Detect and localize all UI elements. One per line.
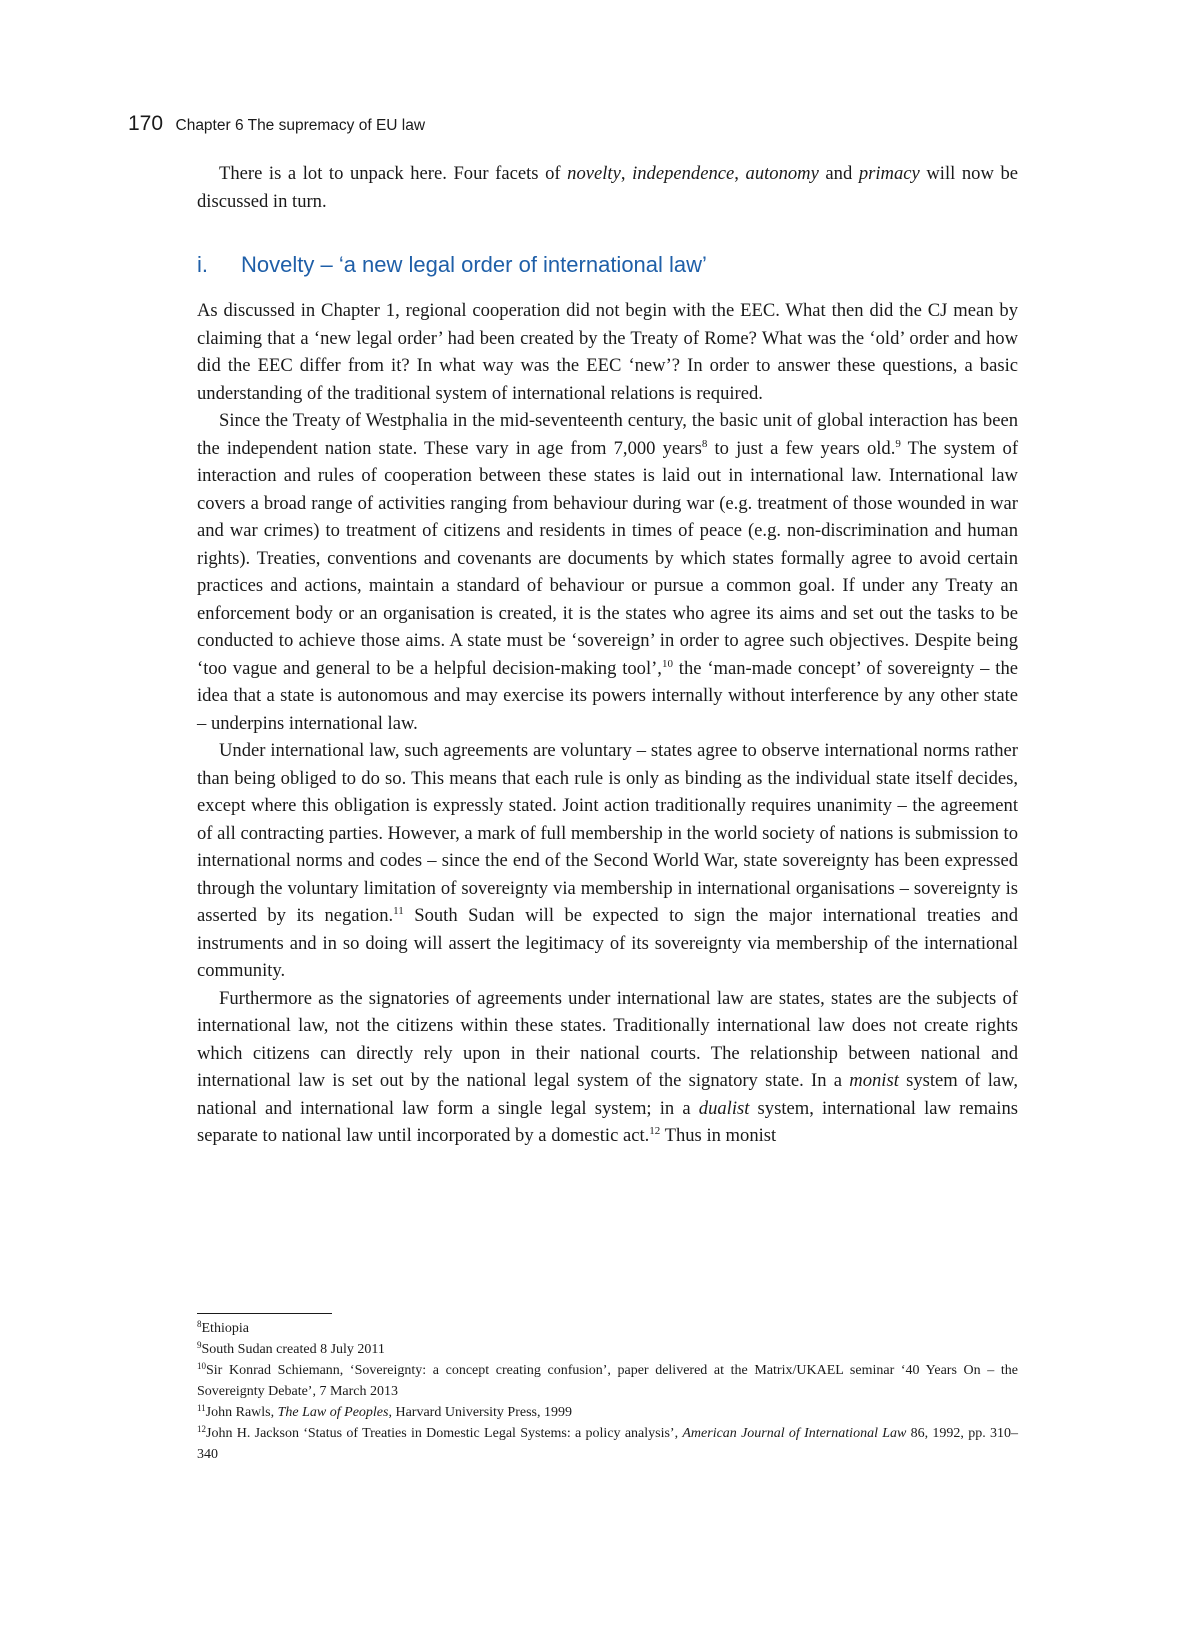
- footnote-text: Ethiopia: [201, 1321, 249, 1336]
- footnote-text: 86, 1992, pp. 310–340: [197, 1426, 1018, 1462]
- emphasis-primacy: primacy: [858, 163, 920, 184]
- footnote-text: Sir Konrad Schiemann, ‘Sovereignty: a concept creating confusion’, paper delivered at the Matrix/UKAEL seminar ‘40 Years On – the Sovereignty Debate’, 7 March 2013: [197, 1363, 1018, 1399]
- text-run: Furthermore as the signatories of agreements under international law are states, states are the subjects of international law, not the citizens within these states. Traditionally international law does not create rights which citizens can directly rely upon in their national courts. The relationship between national and international law is set out by the national legal system of the signatory state. In a: [197, 987, 1018, 1091]
- footnote-number: 10: [197, 1361, 206, 1371]
- text-run: Since the Treaty of Westphalia in the mid-seventeenth century, the basic unit of global interaction has been the independent nation state. These vary in age from 7,000 years: [197, 410, 1018, 459]
- text-run: to just a few years old.: [707, 437, 896, 459]
- paragraph-2: [197, 407, 1018, 737]
- footnote-10: [197, 1360, 1018, 1402]
- intro-paragraph: [197, 160, 1018, 215]
- section-title: Novelty – ‘a new legal order of international law’: [241, 252, 707, 277]
- intro-text-run: and: [818, 163, 859, 184]
- main-text: [197, 297, 1018, 1150]
- emphasis-dualist: dualist: [698, 1097, 750, 1119]
- footnote-ref-11: 11: [393, 905, 404, 917]
- footnote-8: [197, 1318, 1018, 1339]
- text-run: Thus in monist: [660, 1125, 777, 1146]
- emphasis-autonomy: autonomy: [745, 163, 819, 184]
- footnote-ref-9: 9: [895, 437, 901, 450]
- footnote-11: [197, 1402, 1018, 1423]
- intro-text-run: will now be discussed in turn.: [197, 163, 1019, 212]
- book-title: The Law of Peoples: [277, 1405, 389, 1420]
- running-head: [128, 112, 425, 136]
- emphasis-monist: monist: [849, 1070, 899, 1091]
- footnote-ref-8: 8: [701, 437, 708, 450]
- section-heading: [197, 252, 707, 278]
- text-run: system, international law remains separate to national law until incorporated by a domestic act.: [197, 1097, 1018, 1146]
- page-number: 170: [128, 112, 164, 135]
- footnote-ref-12: 12: [649, 1125, 661, 1137]
- intro-text-run: There is a lot to unpack here. Four facets of: [219, 163, 568, 184]
- text-run: The system of interaction and rules of cooperation between these states is laid out in international law. International law covers a broad range of activities ranging from behaviour during war (e.g. treatment of those wounded in war and war crimes) to treatment of citizens and residents in times of peace (e.g. non-discrimination and human rights). Treaties, conventions and covenants are documents by which states formally agree to avoid certain practices and actions, maintain a standard of behaviour or pursue a common goal. If under any Treaty an enforcement body or an organisation is created, it is the states who agree its aims and set out the tasks to be conducted to achieve those aims. A state must be ‘sovereign’ in order to agree such objectives. Despite being ‘too vague and general to be a helpful decision-making tool’,: [197, 437, 1019, 679]
- emphasis-novelty: novelty: [567, 163, 621, 184]
- footnote-number: 9: [197, 1340, 202, 1350]
- text-run: system of law, national and international law form a single legal system; in a: [197, 1070, 1018, 1119]
- emphasis-independence: independence: [632, 163, 735, 184]
- footnote-number: 12: [197, 1424, 206, 1434]
- footnote-12: [197, 1423, 1018, 1465]
- footnote-text: , Harvard University Press, 1999: [388, 1405, 572, 1420]
- intro-text-run: ,: [734, 163, 746, 184]
- section-number: i.: [197, 252, 208, 277]
- text-run: the ‘man-made concept’ of sovereignty – the idea that a state is autonomous and may exercise its powers internally without interference by any other state – underpins international law.: [197, 657, 1018, 734]
- footnotes: [197, 1318, 1018, 1465]
- paragraph-4: [197, 985, 1018, 1150]
- footnote-number: 11: [197, 1403, 206, 1413]
- chapter-title: Chapter 6 The supremacy of EU law: [175, 117, 426, 134]
- footnote-text: John H. Jackson ‘Status of Treaties in Domestic Legal Systems: a policy analysis’,: [206, 1426, 683, 1441]
- paragraph-1: As discussed in Chapter 1, regional cooperation did not begin with the EEC. What then did the CJ mean by claiming that a ‘new legal order’ had been created by the Treaty of Rome? What was the ‘old’ order and how did the EEC differ from it? In what way was the EEC ‘new’? In order to answer these questions, a basic understanding of the traditional system of international relations is required.: [197, 300, 1018, 404]
- intro-text-run: ,: [620, 163, 633, 184]
- footnote-divider: [197, 1313, 332, 1314]
- text-run: Under international law, such agreements are voluntary – states agree to observe international norms rather than being obliged to do so. This means that each rule is only as binding as the individual state itself decides, except where this obligation is expressly stated. Joint action traditionally requires unanimity – the agreement of all contracting parties. However, a mark of full membership in the world society of nations is submission to international norms and codes – since the end of the Second World War, state sovereignty has been expressed through the voluntary limitation of sovereignty via membership in international organisations – sovereignty is asserted by its negation.: [197, 740, 1018, 926]
- footnote-number: 8: [197, 1319, 202, 1329]
- footnote-text: South Sudan created 8 July 2011: [201, 1342, 385, 1357]
- footnote-ref-10: 10: [661, 657, 673, 670]
- text-run: South Sudan will be expected to sign the major international treaties and instruments and in so doing will assert the legitimacy of its sovereignty via membership of the international community.: [197, 905, 1019, 981]
- paragraph-3: [197, 737, 1018, 985]
- journal-title: American Journal of International Law: [682, 1426, 907, 1441]
- footnote-text: John Rawls,: [205, 1405, 278, 1420]
- intro-text: [197, 160, 1018, 215]
- footnote-9: [197, 1339, 1018, 1360]
